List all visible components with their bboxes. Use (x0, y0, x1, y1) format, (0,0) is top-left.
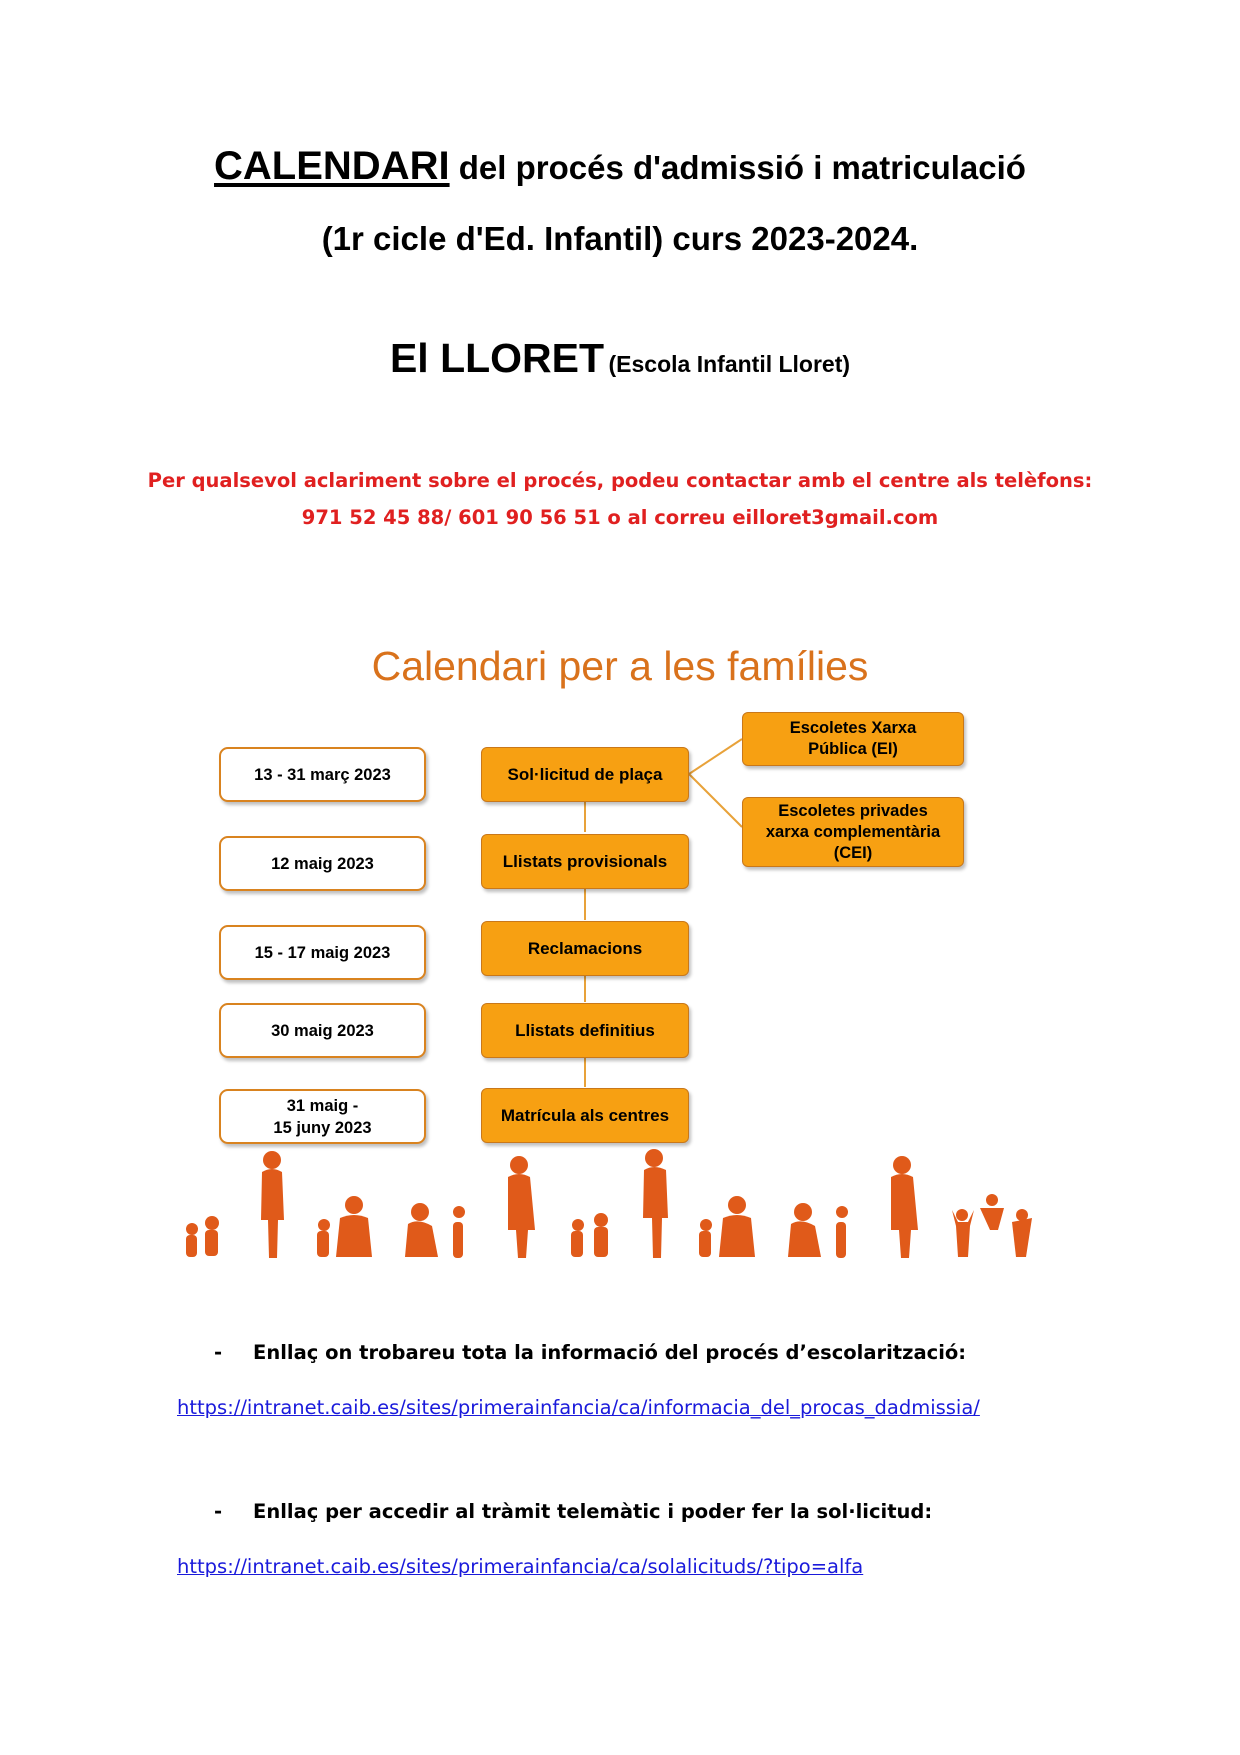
date-box-1: 13 - 31 març 2023 (219, 747, 426, 802)
adult-silhouette (891, 1156, 918, 1258)
title-calendari: CALENDARI (214, 144, 450, 188)
side-box-private-line-3: (CEI) (833, 843, 873, 862)
side-box-public-line-1: Escoletes Xarxa (789, 719, 917, 737)
calendar-title: Calendari per a les famílies (371, 643, 869, 689)
adult-silhouette (261, 1151, 284, 1258)
bullet-dash: - (214, 1500, 223, 1523)
info-link[interactable]: https://intranet.caib.es/sites/primerainfancia/ca/informacia_del_procas_dadmissia/ (177, 1396, 980, 1419)
date-box-4: 30 maig 2023 (219, 1003, 426, 1058)
contact-line-1: Per qualsevol aclariment sobre el procés, podeu contactar amb el centre als telèfons: (147, 469, 1093, 492)
title-rest: del procés d'admissió i matriculació (449, 149, 1026, 186)
kid-silhouette (186, 1216, 219, 1257)
school-subtitle: (Escola Infantil Lloret) (608, 351, 851, 377)
bullet-info-label: Enllaç on trobareu tota la informació del procés d’escolarització: (253, 1341, 967, 1364)
date-box-5-line-1: 31 maig - (286, 1096, 359, 1115)
kid-silhouette (571, 1213, 608, 1257)
kneeling-adult-silhouette (405, 1203, 465, 1258)
title-course: (1r cicle d'Ed. Infantil) curs 2023-2024. (321, 220, 919, 257)
step-reclamacions: Reclamacions (481, 921, 689, 976)
bullet-tramit-label: Enllaç per accedir al tràmit telemàtic i poder fer la sol·licitud: (253, 1500, 933, 1523)
kid-silhouette (699, 1196, 755, 1257)
step-llistats-provisionals: Llistats provisionals (481, 834, 689, 889)
side-box-private-line-1: Escoletes privades (778, 801, 928, 820)
date-box-5-line-2: 15 juny 2023 (273, 1118, 372, 1137)
kneeling-adult-silhouette (788, 1203, 848, 1258)
jumping-kids-silhouette (952, 1194, 1032, 1257)
step-solicitud: Sol·licitud de plaça (481, 747, 689, 802)
side-box-public-line-2: Pública (EI) (808, 740, 898, 758)
tramit-link[interactable]: https://intranet.caib.es/sites/primerainfancia/ca/solalicituds/?tipo=alfa (177, 1555, 864, 1578)
contact-line-2: 971 52 45 88/ 601 90 56 51 o al correu eilloret3gmail.com (301, 506, 939, 529)
step-llistats-definitius: Llistats definitius (481, 1003, 689, 1058)
date-box-2: 12 maig 2023 (219, 836, 426, 891)
adult-silhouette (643, 1149, 668, 1258)
side-box-private-line-2: xarxa complementària (765, 822, 941, 841)
school-name: El LLORET (389, 335, 605, 381)
date-box-3: 15 - 17 maig 2023 (219, 925, 426, 980)
bullet-dash: - (214, 1341, 223, 1364)
adult-silhouette (508, 1156, 535, 1258)
kid-silhouette (317, 1196, 372, 1257)
step-matricula: Matrícula als centres (481, 1088, 689, 1143)
